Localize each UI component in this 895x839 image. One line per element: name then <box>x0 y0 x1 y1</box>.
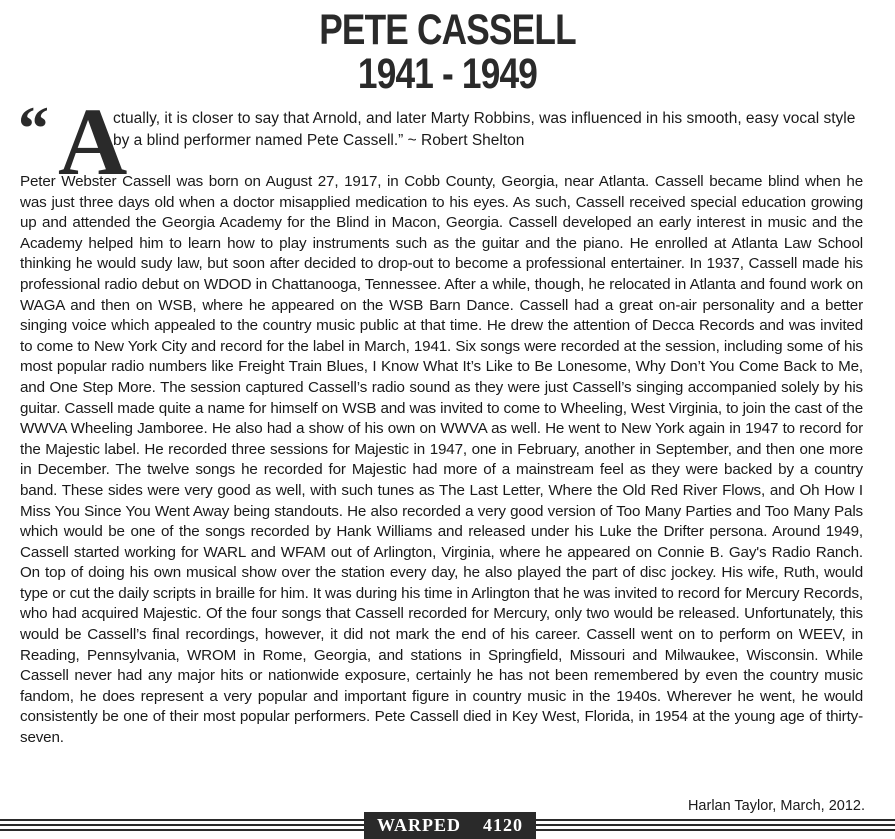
biography-paragraph: Peter Webster Cassell was born on August 27, 1917, in Cobb County, Georgia, near Atlanta. Cassell became blind when he was just three days old when a doctor misapplied medication to his eyes. As such, Cassell received special education growing up and attended the Georgia Academy for the Blind in Macon, Georgia. Cassell developed an early interest in music and the Academy helped him to learn how to play instruments such as the guitar and the piano. He enrolled at Atlanta Law School thinking he would sudy law, but soon after decided to drop-out to become a professional entertainer. In 1937, Cassell made his professional radio debut on WDOD in Chattanooga, Tennessee. After a while, though, he relocated in Atlanta and found work on WAGA and then on WSB, where he appeared on the WSB Barn Dance. Cassell had a great on-air personality and a better singing voice which appealed to the country music public at that time. He drew the attention of Decca Records and was invited to come to New York City and record for the label in March, 1941. Six songs were recorded at the session, including some of his most popular radio numbers like Freight Train Blues, I Know What It’s Like to Be Lonesome, Why Don’t You Come Back to Me, and One Step More. The session captured Cassell’s radio sound as they were just Cassell’s singing accompanied solely by his guitar. Cassell made quite a name for himself on WSB and was invited to come to Wheeling, West Virginia, to join the cast of the WWVA Wheeling Jamboree. He also had a show of his own on WWVA as well. He went to New York again in 1947 to record for the Majestic label. He recorded three sessions for Majestic in 1947, one in February, another in September, and then one more in December. The twelve songs he recorded for Majestic had more of a mainstream feel as they were backed by a country band. These sides were very good as well, with such tunes as The Last Letter, Where the Old Red River Flows, and Oh How I Miss You Since You Went Away being standouts. He also recorded a very good version of Too Many Parties and Too Many Pals which would be one of the songs recorded by Hank Williams and released under his Luke the Drifter persona. Around 1949, Cassell started working for WARL and WFAM out of Arlington, Virginia, where he appeared on Connie B. Gay's Radio Ranch. On top of doing his own musical show over the station every day, he also played the part of disc jockey. His wife, Ruth, would type or cut the daily scripts in braille for him. It was during his time in Arlington that he was invited to record for Mercury Records, who had acquired Majestic. Of the four songs that Cassell recorded for Mercury, only two would be released. Unfortunately, this would be Cassell’s final recordings, however, it did not mark the end of his career. Cassell went on to perform on WEEV, in Reading, Pennsylvania, WROM in Rome, Georgia, and stations in Springfield, Missouri and Milwaukee, Wisconsin. While Cassell never had any major hits or nationwide exposure, certainly he has not been remembered by even the country music fandom, he does represent a very popular and important figure in country music in the 1940s. Wherever he went, he would consistently be one of their most popular performers. Pete Cassell died in Key West, Florida, in 1954 at the young age of thirty-seven. <box>20 173 863 747</box>
author-signature: Harlan Taylor, March, 2012. <box>687 798 865 814</box>
quote-dropcap: A <box>58 88 128 195</box>
catalog-number: 4120 <box>483 815 523 835</box>
page-title <box>81 8 815 96</box>
title-artist-name: PETE CASSELL <box>319 6 576 54</box>
open-quote-marks: “ <box>18 95 45 163</box>
pull-quote-text: ctually, it is closer to say that Arnold, and later Marty Robbins, was influenced in his smooth, easy vocal style by a blind performer named Pete Cassell.” ~ Robert Shelton <box>113 110 856 149</box>
catalog-badge <box>364 812 536 839</box>
catalog-label: WARPED <box>376 815 461 835</box>
title-year-range: 1941 - 1949 <box>357 50 538 98</box>
